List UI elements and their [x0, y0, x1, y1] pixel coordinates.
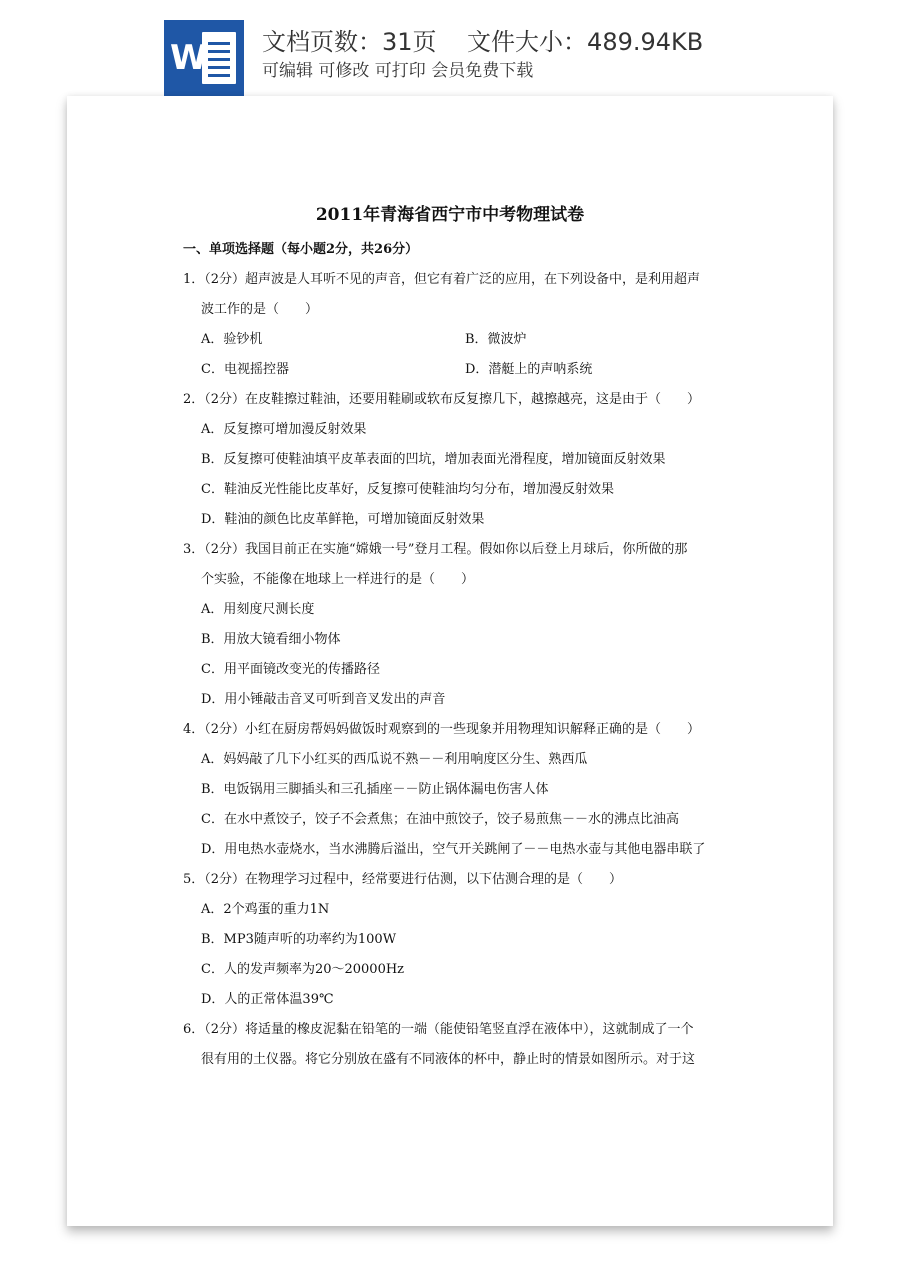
question-2-text: 2．（2分）在皮鞋擦过鞋油，还要用鞋刷或软布反复擦几下，越擦越亮，这是由于（ ） [183, 392, 701, 407]
question-4-text: 4．（2分）小红在厨房帮妈妈做饭时观察到的一些现象并用物理知识解释正确的是（ ） [183, 722, 701, 737]
question-5-option-c: C．人的发声频率为20～20000Hz [201, 962, 405, 977]
question-4-option-b: B．电饭锅用三脚插头和三孔插座－－防止锅体漏电伤害人体 [201, 782, 549, 797]
file-info-title: 文档页数：31页 文件大小：489.94KB [262, 28, 704, 56]
document-page [67, 96, 833, 1226]
word-icon-letter: W [170, 38, 208, 78]
question-2-option-c: C．鞋油反光性能比皮革好，反复擦可使鞋油均匀分布，增加漫反射效果 [201, 482, 614, 497]
question-3-option-d: D．用小锤敲击音叉可听到音叉发出的声音 [201, 692, 446, 707]
question-3-text: 3．（2分）我国目前正在实施“嫦娥一号”登月工程。假如你以后登上月球后，你所做的那 [183, 542, 688, 557]
question-2-option-a: A．反复擦可增加漫反射效果 [201, 422, 367, 437]
question-2-option-b: B．反复擦可使鞋油填平皮革表面的凹坑，增加表面光滑程度，增加镜面反射效果 [201, 452, 666, 467]
question-1-option-a: A．验钞机 [201, 332, 263, 347]
word-document-icon [164, 20, 244, 96]
question-4-option-a: A．妈妈敲了几下小红买的西瓜说不熟－－利用响度区分生、熟西瓜 [201, 752, 588, 767]
question-3-option-a: A．用刻度尺测长度 [201, 602, 315, 617]
question-3-option-b: B．用放大镜看细小物体 [201, 632, 341, 647]
question-1-option-c: C．电视摇控器 [201, 362, 289, 377]
question-5-option-a: A．2个鸡蛋的重力1N [201, 902, 330, 917]
exam-title: 2011年青海省西宁市中考物理试卷 [315, 205, 585, 225]
question-5-option-b: B．MP3随声听的功率约为100W [201, 932, 397, 947]
question-4-option-d: D．用电热水壶烧水，当水沸腾后溢出，空气开关跳闸了－－电热水壶与其他电器串联了 [201, 842, 706, 857]
question-1-option-d: D．潜艇上的声呐系统 [465, 362, 593, 377]
question-3-text-cont: 个实验，不能像在地球上一样进行的是（ ） [201, 572, 475, 587]
question-5-text: 5．（2分）在物理学习过程中，经常要进行估测，以下估测合理的是（ ） [183, 872, 623, 887]
question-1-option-b: B．微波炉 [465, 332, 527, 347]
file-info-subtitle: 可编辑 可修改 可打印 会员免费下载 [262, 61, 534, 81]
question-5-option-d: D．人的正常体温39℃ [201, 992, 334, 1007]
download-banner [0, 0, 900, 100]
question-1-text: 1．（2分）超声波是人耳听不见的声音，但它有着广泛的应用，在下列设备中，是利用超声 [183, 272, 701, 287]
section-heading: 一、单项选择题（每小题2分，共26分） [183, 242, 419, 257]
question-1-text-cont: 波工作的是（ ） [201, 302, 319, 317]
question-6-text-cont: 很有用的土仪器。将它分别放在盛有不同液体的杯中，静止时的情景如图所示。对于这 [201, 1052, 696, 1067]
question-3-option-c: C．用平面镜改变光的传播路径 [201, 662, 380, 677]
question-2-option-d: D．鞋油的颜色比皮革鲜艳，可增加镜面反射效果 [201, 512, 485, 527]
question-6-text: 6．（2分）将适量的橡皮泥黏在铅笔的一端（能使铅笔竖直浮在液体中），这就制成了一个 [183, 1022, 694, 1037]
question-4-option-c: C．在水中煮饺子，饺子不会煮焦；在油中煎饺子，饺子易煎焦－－水的沸点比油高 [201, 812, 679, 827]
